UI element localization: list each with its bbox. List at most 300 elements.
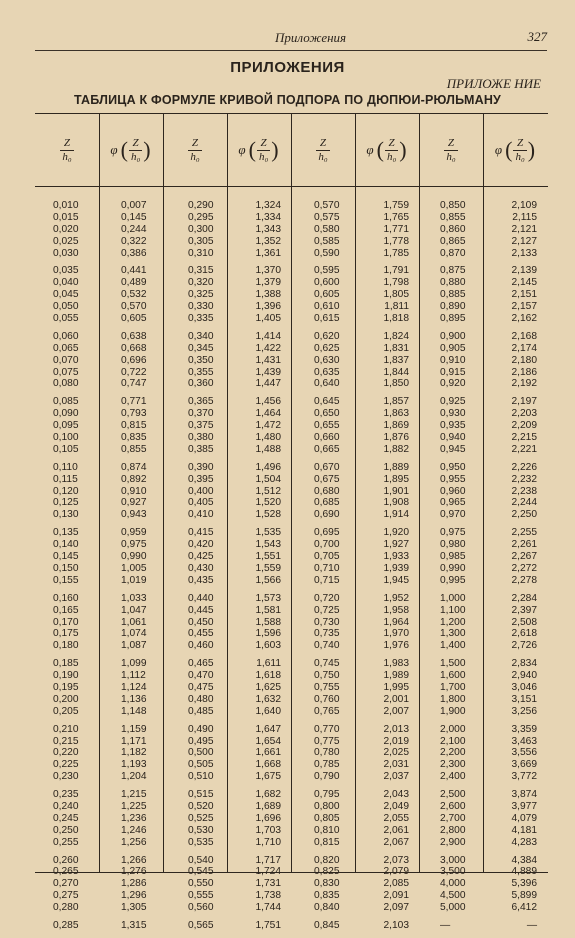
- row-group: [53, 265, 79, 324]
- row-group: [188, 462, 214, 521]
- column-rule: [163, 114, 164, 872]
- table-cell: 0,135: [53, 527, 79, 539]
- table-cell: 0,910: [440, 354, 466, 366]
- row-group: [491, 331, 537, 390]
- table-cell: 1,588: [255, 616, 281, 628]
- table-cell: 0,750: [314, 670, 340, 682]
- table-cell: 0,620: [314, 330, 340, 342]
- table-cell: 0,025: [53, 235, 79, 247]
- table-cell: 0,835: [121, 432, 147, 444]
- table-cell: 0,295: [188, 211, 214, 223]
- row-group: [440, 396, 466, 455]
- row-group: [491, 920, 537, 932]
- table-cell: 2,900: [440, 836, 466, 848]
- row-group: [440, 462, 466, 521]
- table-cell: 0,515: [188, 789, 214, 801]
- table-cell: 0,010: [53, 200, 79, 211]
- table-cell: 1,895: [383, 473, 409, 485]
- table-cell: 0,065: [53, 342, 79, 354]
- row-group: [53, 527, 79, 586]
- table-cell: 2,085: [383, 878, 409, 890]
- table-cell: 1,193: [121, 759, 147, 771]
- table-cell: 0,420: [188, 539, 214, 551]
- table-cell: 0,175: [53, 628, 79, 640]
- table-cell: 3,256: [511, 705, 537, 717]
- table-cell: 0,225: [53, 759, 79, 771]
- table-cell: 1,286: [121, 878, 147, 890]
- table-cell: 0,415: [188, 527, 214, 539]
- table-cell: 0,145: [53, 551, 79, 563]
- table-cell: 2,115: [512, 211, 537, 223]
- row-group: [491, 658, 537, 717]
- table-cell: 0,760: [314, 693, 340, 705]
- table-cell: 3,772: [511, 771, 537, 783]
- table-cell: 0,245: [53, 812, 79, 824]
- table-cell: 0,625: [314, 342, 340, 354]
- table-cell: 1,236: [121, 812, 147, 824]
- table-cell: 1,480: [255, 432, 281, 444]
- table-cell: 0,130: [53, 509, 79, 521]
- table-cell: 2,073: [383, 854, 409, 866]
- row-group: [188, 789, 214, 848]
- row-group: [440, 724, 466, 783]
- table-cell: 1,204: [121, 771, 147, 783]
- table-cell: 0,655: [314, 420, 340, 432]
- row-group: [440, 265, 466, 324]
- table-cell: 1,640: [255, 705, 281, 717]
- row-group: [365, 265, 409, 324]
- table-cell: 0,965: [440, 497, 466, 509]
- fraction: [444, 137, 457, 163]
- table-cell: 0,441: [121, 265, 147, 277]
- header-phi: [99, 114, 163, 186]
- row-group: [440, 855, 466, 914]
- column-rule: [291, 114, 292, 872]
- table-cell: 0,722: [121, 366, 147, 378]
- table-cell: 0,770: [314, 723, 340, 735]
- table-cell: 0,970: [440, 509, 466, 521]
- table-cell: 0,730: [314, 616, 340, 628]
- table-cell: 4,500: [440, 890, 466, 902]
- row-group: [491, 789, 537, 848]
- table-cell: 2,272: [511, 562, 537, 574]
- table-cell: 1,600: [440, 670, 466, 682]
- table-cell: 0,790: [314, 771, 340, 783]
- table-cell: 0,145: [121, 211, 147, 223]
- left-paren: (: [376, 137, 384, 162]
- table-cell: 0,470: [188, 670, 214, 682]
- table-cell: 0,500: [188, 747, 214, 759]
- table-cell: 2,168: [511, 330, 537, 342]
- table-cell: 0,855: [440, 211, 466, 223]
- table-cell: 2,037: [383, 771, 409, 783]
- table-cell: 2,109: [511, 200, 537, 211]
- table-cell: 2,244: [511, 497, 537, 509]
- row-group: [53, 593, 79, 652]
- numerator: Z: [191, 136, 199, 149]
- table-cell: 2,226: [511, 461, 537, 473]
- row-group: [314, 593, 340, 652]
- table-cell: 0,545: [188, 866, 214, 878]
- row-group: [121, 527, 147, 586]
- table-cell: 1,876: [383, 432, 409, 444]
- table-cell: 0,430: [188, 562, 214, 574]
- table-cell: 0,300: [188, 223, 214, 235]
- table-cell: 1,689: [255, 800, 281, 812]
- table-cell: 1,696: [255, 812, 281, 824]
- table-cell: 1,324: [255, 200, 281, 211]
- table-cell: 1,976: [383, 640, 409, 652]
- header-z-h0: [35, 114, 99, 186]
- table-cell: 1,246: [121, 824, 147, 836]
- table-cell: 2,800: [440, 824, 466, 836]
- row-group: [365, 593, 409, 652]
- table-cell: 4,889: [511, 866, 537, 878]
- table-cell: 2,025: [383, 747, 409, 759]
- table-cell: 0,530: [188, 824, 214, 836]
- table-cell: 0,830: [314, 878, 340, 890]
- table-cell: 0,520: [188, 800, 214, 812]
- table-cell: 3,046: [511, 681, 537, 693]
- table-cell: 0,165: [53, 604, 79, 616]
- table-cell: 0,668: [121, 342, 147, 354]
- table-cell: 0,580: [314, 223, 340, 235]
- table-cell: 2,215: [511, 432, 537, 444]
- table-cell: 0,900: [440, 330, 466, 342]
- row-group: [365, 200, 409, 259]
- row-group: [121, 658, 147, 717]
- denominator: h₀: [515, 150, 525, 163]
- column-rule: [483, 114, 484, 872]
- table-cell: 2,200: [440, 747, 466, 759]
- table-cell: 2,267: [511, 551, 537, 563]
- table-cell: 2,001: [383, 693, 409, 705]
- row-group: [53, 396, 79, 455]
- table-cell: 0,985: [440, 551, 466, 563]
- table-cell: 1,100: [440, 604, 466, 616]
- section-subtitle: ПРИЛОЖЕ НИЕ: [446, 76, 541, 91]
- table-cell: 0,771: [121, 396, 147, 408]
- table-cell: 0,725: [314, 604, 340, 616]
- row-group: [365, 920, 409, 932]
- row-group: [365, 724, 409, 783]
- table-cell: 0,575: [314, 211, 340, 223]
- row-group: [53, 462, 79, 521]
- table-cell: 0,605: [121, 313, 147, 325]
- table-cell: 0,700: [314, 539, 340, 551]
- phi-symbol: φ: [366, 142, 374, 157]
- table-cell: 0,255: [53, 836, 79, 848]
- left-paren: (: [505, 137, 513, 162]
- table-cell: 1,000: [440, 592, 466, 604]
- table-cell: 2,100: [440, 735, 466, 747]
- table-cell: 4,079: [511, 812, 537, 824]
- row-group: [491, 527, 537, 586]
- table-cell: 1,920: [383, 527, 409, 539]
- table-cell: 2,133: [511, 247, 537, 259]
- row-group: [365, 462, 409, 521]
- table-cell: 0,280: [53, 902, 79, 914]
- table-cell: 0,465: [188, 658, 214, 670]
- table-cell: 0,070: [53, 354, 79, 366]
- table-cell: 0,190: [53, 670, 79, 682]
- table-cell: 0,150: [53, 562, 79, 574]
- table-cell: 0,800: [314, 800, 340, 812]
- row-group: [235, 462, 281, 521]
- row-group: [121, 855, 147, 914]
- table-cell: 0,685: [314, 497, 340, 509]
- table-cell: 1,831: [383, 342, 409, 354]
- table-cell: 0,405: [188, 497, 214, 509]
- row-group: [188, 724, 214, 783]
- table-cell: 0,110: [53, 461, 78, 473]
- table-cell: —: [440, 919, 451, 931]
- table-cell: 1,266: [121, 854, 147, 866]
- table-cell: 0,170: [53, 616, 79, 628]
- column-phi-1: [121, 200, 147, 938]
- table-cell: 0,585: [314, 235, 340, 247]
- table-cell: 1,520: [255, 497, 281, 509]
- row-group: [121, 462, 147, 521]
- table-cell: 0,090: [53, 408, 79, 420]
- table-cell: 0,330: [188, 301, 214, 313]
- table-cell: 1,112: [121, 670, 146, 682]
- row-group: [365, 331, 409, 390]
- table-cell: 0,360: [188, 378, 214, 390]
- table-cell: 3,977: [511, 800, 537, 812]
- table-cell: 0,320: [188, 277, 214, 289]
- table-cell: 1,900: [440, 705, 466, 717]
- table-cell: 1,939: [383, 562, 409, 574]
- row-group: [53, 789, 79, 848]
- table-cell: 1,945: [383, 574, 409, 586]
- table-cell: 2,067: [383, 836, 409, 848]
- table-cell: 1,405: [255, 313, 281, 325]
- table-cell: 1,472: [255, 420, 281, 432]
- denominator: h₀: [318, 150, 328, 163]
- table-cell: 0,489: [121, 277, 147, 289]
- table-cell: 1,863: [383, 408, 409, 420]
- table-cell: 0,835: [314, 890, 340, 902]
- row-group: [440, 527, 466, 586]
- table-cell: 1,439: [255, 366, 281, 378]
- table-cell: 1,296: [121, 890, 147, 902]
- row-group: [440, 920, 466, 932]
- table-cell: 1,682: [255, 789, 281, 801]
- table-cell: 2,097: [383, 902, 409, 914]
- table-cell: 0,185: [53, 658, 79, 670]
- row-group: [365, 658, 409, 717]
- table-cell: 3,151: [511, 693, 537, 705]
- table-cell: 0,540: [188, 854, 214, 866]
- table-cell: 1,361: [255, 247, 281, 259]
- table-cell: 1,422: [255, 342, 281, 354]
- table-title: ТАБЛИЦА К ФОРМУЛЕ КРИВОЙ ПОДПОРА ПО ДЮПЮИ-РЮЛЬМАНУ: [73, 93, 502, 107]
- table-cell: 0,940: [440, 432, 466, 444]
- table-cell: 1,099: [121, 658, 147, 670]
- table-cell: 5,899: [511, 890, 537, 902]
- row-group: [314, 724, 340, 783]
- table-cell: 0,695: [314, 527, 340, 539]
- table-cell: 3,500: [440, 866, 466, 878]
- column-z-h0-4: [440, 200, 466, 938]
- table-cell: 0,235: [53, 789, 79, 801]
- table-cell: 0,920: [440, 378, 466, 390]
- row-group: [491, 593, 537, 652]
- row-group: [188, 920, 214, 932]
- table-cell: 2,508: [511, 616, 537, 628]
- table-cell: 2,180: [511, 354, 537, 366]
- table-cell: 2,162: [511, 313, 537, 325]
- table-cell: 1,256: [121, 836, 147, 848]
- table-cell: 1,703: [255, 824, 281, 836]
- row-group: [365, 527, 409, 586]
- table-cell: 1,952: [383, 592, 409, 604]
- table-cell: 0,865: [440, 235, 466, 247]
- column-z-h0-1: [53, 200, 79, 938]
- table-cell: 1,512: [255, 485, 281, 497]
- table-cell: 0,943: [121, 509, 147, 521]
- row-group: [314, 200, 340, 259]
- table-cell: 0,885: [440, 289, 466, 301]
- table-cell: 0,927: [121, 497, 147, 509]
- table-cell: 1,661: [255, 747, 281, 759]
- table-cell: 0,055: [53, 313, 79, 325]
- table-cell: 0,020: [53, 223, 79, 235]
- row-group: [365, 396, 409, 455]
- table-cell: 1,717: [255, 854, 281, 866]
- table-cell: 0,820: [314, 854, 340, 866]
- table-cell: 2,127: [511, 235, 537, 247]
- table-cell: 0,315: [188, 265, 214, 277]
- table-cell: 0,570: [314, 200, 340, 211]
- table-cell: 0,975: [121, 539, 147, 551]
- table-cell: 0,635: [314, 366, 340, 378]
- table-cell: 1,343: [255, 223, 281, 235]
- table-cell: 0,244: [121, 223, 147, 235]
- table-cell: 0,950: [440, 461, 466, 473]
- table-cell: 2,278: [511, 574, 537, 586]
- table-cell: 1,765: [383, 211, 409, 223]
- table-cell: 1,305: [121, 902, 147, 914]
- table-cell: 1,744: [255, 902, 281, 914]
- table-cell: 0,370: [188, 408, 214, 420]
- right-paren: ): [143, 137, 151, 162]
- row-group: [121, 200, 147, 259]
- table-cell: 1,632: [255, 693, 281, 705]
- table-cell: 0,590: [314, 247, 340, 259]
- row-group: [440, 789, 466, 848]
- row-group: [121, 331, 147, 390]
- table-cell: 0,660: [314, 432, 340, 444]
- table-cell: 1,543: [255, 539, 281, 551]
- numerator: Z: [260, 136, 267, 149]
- table-cell: 0,525: [188, 812, 214, 824]
- table-cell: 0,995: [440, 574, 466, 586]
- table-cell: 1,778: [383, 235, 409, 247]
- row-group: [314, 855, 340, 914]
- table-cell: 2,261: [511, 539, 537, 551]
- table-cell: 1,019: [121, 574, 147, 586]
- table-cell: 0,390: [188, 461, 214, 473]
- row-group: [491, 724, 537, 783]
- table-cell: 2,151: [511, 289, 537, 301]
- row-group: [53, 200, 79, 259]
- row-group: [188, 593, 214, 652]
- table-cell: 1,535: [255, 527, 281, 539]
- table-cell: 0,665: [314, 443, 340, 455]
- table-cell: 0,435: [188, 574, 214, 586]
- table-cell: 4,384: [511, 854, 537, 866]
- table-cell: 2,139: [511, 265, 537, 277]
- table-cell: 1,171: [121, 735, 147, 747]
- table-cell: 1,798: [383, 277, 409, 289]
- fraction: [257, 137, 270, 163]
- table-cell: 0,670: [314, 461, 340, 473]
- row-group: [235, 200, 281, 259]
- table-cell: 0,535: [188, 836, 214, 848]
- table-cell: 1,625: [255, 681, 281, 693]
- table-cell: 1,370: [255, 265, 281, 277]
- row-group: [491, 855, 537, 914]
- table-cell: 0,680: [314, 485, 340, 497]
- table-cell: 0,395: [188, 473, 214, 485]
- table-cell: 2,726: [511, 640, 537, 652]
- table-cell: 0,265: [53, 866, 79, 878]
- table-cell: 0,570: [121, 301, 147, 313]
- table-cell: 0,195: [53, 681, 79, 693]
- table-cell: 0,160: [53, 592, 79, 604]
- table-cell: 0,220: [53, 747, 79, 759]
- row-group: [235, 593, 281, 652]
- table-cell: 2,031: [383, 759, 409, 771]
- table-cell: 0,955: [440, 473, 466, 485]
- table-cell: 1,087: [121, 640, 147, 652]
- row-group: [53, 724, 79, 783]
- table-cell: 0,980: [440, 539, 466, 551]
- table-cell: 2,043: [383, 789, 409, 801]
- table-cell: 1,456: [255, 396, 281, 408]
- table-cell: 1,675: [255, 771, 281, 783]
- table-cell: 0,675: [314, 473, 340, 485]
- row-group: [235, 920, 281, 932]
- table-cell: 1,581: [255, 604, 281, 616]
- table-cell: 2,091: [383, 890, 409, 902]
- table-cell: 4,181: [511, 824, 537, 836]
- table-cell: 0,045: [53, 289, 79, 301]
- right-paren: ): [527, 137, 536, 162]
- table-cell: 1,488: [255, 443, 281, 455]
- table-cell: 0,410: [188, 509, 214, 521]
- column-phi-2: [235, 200, 281, 938]
- table-cell: 1,276: [121, 866, 147, 878]
- table-cell: 1,710: [255, 836, 281, 848]
- column-z-h0-3: [314, 200, 340, 938]
- row-group: [121, 265, 147, 324]
- row-group: [235, 724, 281, 783]
- table-cell: 1,700: [440, 681, 466, 693]
- table-cell: 0,959: [121, 527, 147, 539]
- table-cell: 1,005: [121, 562, 147, 574]
- table-cell: 1,352: [255, 235, 281, 247]
- table-cell: 0,550: [188, 878, 214, 890]
- table-cell: 2,255: [511, 527, 537, 539]
- table-cell: 0,615: [314, 313, 340, 325]
- table-cell: 0,230: [53, 771, 79, 783]
- table-cell: 1,496: [255, 461, 281, 473]
- table-cell: 0,735: [314, 628, 340, 640]
- table-cell: 0,860: [440, 223, 466, 235]
